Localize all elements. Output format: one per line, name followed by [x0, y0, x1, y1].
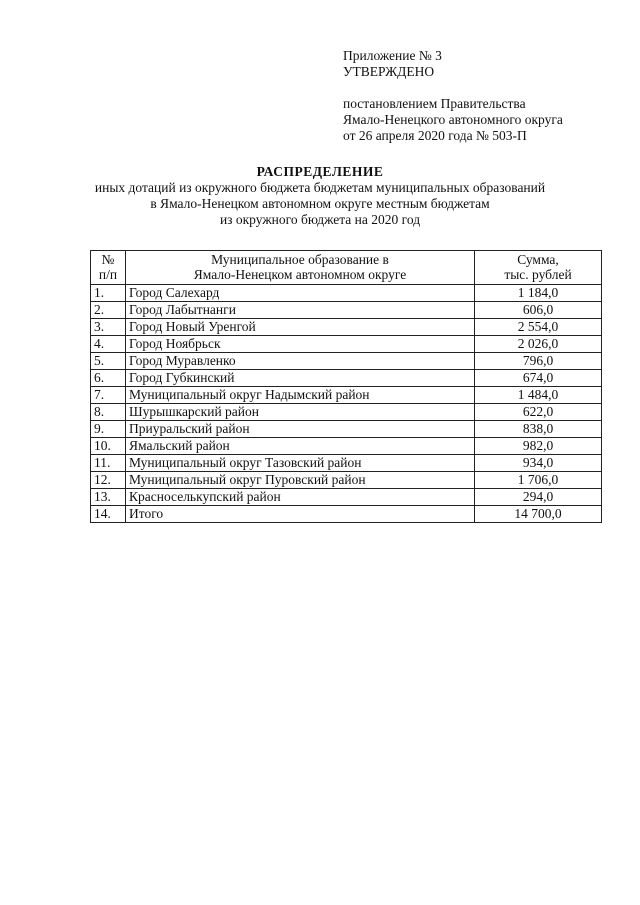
row-municipality: Город Новый Уренгой [126, 319, 475, 336]
row-sum: 1 706,0 [475, 472, 602, 489]
row-municipality: Город Ноябрьск [126, 336, 475, 353]
row-sum: 1 484,0 [475, 387, 602, 404]
approved-stamp-text: УТВЕРЖДЕНО [343, 64, 435, 79]
appendix-label: Приложение № 3 [343, 48, 442, 63]
subtitle-line-3: из окружного бюджета на 2020 год [219, 212, 421, 227]
distribution-table [90, 250, 602, 523]
table-row [91, 404, 602, 421]
row-municipality: Ямальский район [126, 438, 475, 455]
row-municipality: Муниципальный округ Пуровский район [126, 472, 475, 489]
row-number: 2. [91, 302, 126, 319]
row-municipality: Город Лабытнанги [126, 302, 475, 319]
table-header-row [91, 251, 602, 285]
row-number: 10. [91, 438, 126, 455]
row-municipality: Итого [126, 506, 475, 523]
row-sum: 838,0 [475, 421, 602, 438]
row-number: 5. [91, 353, 126, 370]
row-municipality: Шурышкарский район [126, 404, 475, 421]
row-municipality: Муниципальный округ Надымский район [126, 387, 475, 404]
document-title: РАСПРЕДЕЛЕНИЕ [256, 164, 384, 179]
row-sum: 1 184,0 [475, 285, 602, 302]
header-municipality-line-1: Муниципальное образование в [211, 252, 389, 267]
row-sum: 294,0 [475, 489, 602, 506]
table-row [91, 302, 602, 319]
row-municipality: Город Муравленко [126, 353, 475, 370]
row-number: 1. [91, 285, 126, 302]
row-municipality: Муниципальный округ Тазовский район [126, 455, 475, 472]
header-municipality-line-2: Ямало-Ненецком автономном округе [193, 267, 407, 282]
row-number: 3. [91, 319, 126, 336]
table-row [91, 319, 602, 336]
table-row [91, 421, 602, 438]
table-row [91, 455, 602, 472]
table-row [91, 489, 602, 506]
row-number: 8. [91, 404, 126, 421]
row-sum: 2 554,0 [475, 319, 602, 336]
header-number-line-2: п/п [98, 267, 118, 282]
row-number: 7. [91, 387, 126, 404]
table-row [91, 336, 602, 353]
table-row [91, 370, 602, 387]
row-number: 9. [91, 421, 126, 438]
table-row [91, 353, 602, 370]
row-municipality: Город Губкинский [126, 370, 475, 387]
header-number [91, 251, 126, 285]
subtitle-line-1: иных дотаций из окружного бюджета бюджетам муниципальных образований [94, 180, 546, 195]
approval-spacer [343, 80, 563, 96]
row-number: 12. [91, 472, 126, 489]
approval-line-1: постановлением Правительства [343, 96, 526, 111]
header-sum-line-1: Сумма, [517, 252, 559, 267]
row-sum: 982,0 [475, 438, 602, 455]
row-municipality: Город Салехард [126, 285, 475, 302]
row-number: 11. [91, 455, 126, 472]
row-sum: 674,0 [475, 370, 602, 387]
approval-line-3: от 26 апреля 2020 года № 503-П [343, 128, 527, 143]
approval-block [343, 48, 563, 144]
row-sum: 2 026,0 [475, 336, 602, 353]
table-row [91, 472, 602, 489]
row-municipality: Приуральский район [126, 421, 475, 438]
row-number: 13. [91, 489, 126, 506]
table-row [91, 285, 602, 302]
table-row-total [91, 506, 602, 523]
document-heading [0, 164, 640, 228]
row-municipality: Красноселькупский район [126, 489, 475, 506]
row-sum: 606,0 [475, 302, 602, 319]
header-municipality [126, 251, 475, 285]
row-sum: 622,0 [475, 404, 602, 421]
row-sum: 14 700,0 [475, 506, 602, 523]
approval-line-2: Ямало-Ненецкого автономного округа [343, 112, 563, 127]
header-sum-line-2: тыс. рублей [504, 267, 572, 282]
row-sum: 934,0 [475, 455, 602, 472]
table-row [91, 387, 602, 404]
header-number-line-1: № [101, 252, 115, 267]
row-sum: 796,0 [475, 353, 602, 370]
row-number: 14. [91, 506, 126, 523]
table-row [91, 438, 602, 455]
row-number: 6. [91, 370, 126, 387]
header-sum [475, 251, 602, 285]
subtitle-line-2: в Ямало-Ненецком автономном округе местным бюджетам [150, 196, 490, 211]
row-number: 4. [91, 336, 126, 353]
